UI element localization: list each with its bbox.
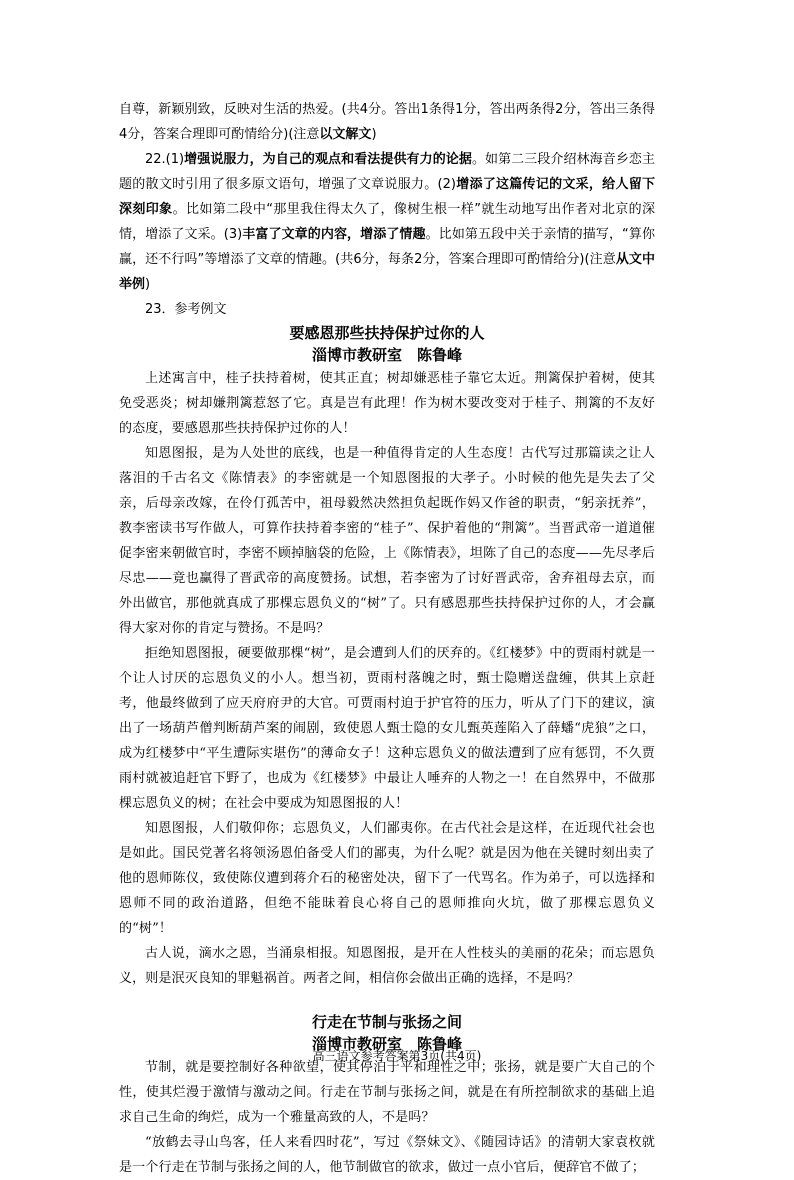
answer-23-label: 23．参考例文 xyxy=(145,302,227,317)
emphasis-text: 从文中举例 xyxy=(119,252,655,292)
emphasis-text: 丰富了文章的内容，增添了情趣 xyxy=(242,227,426,242)
essay-2-title: 行走在节制与张扬之间 xyxy=(311,1013,462,1031)
essay-1-paragraph: 上述寓言中，桂子扶持着树，使其正直；树却嫌恶桂子靠它太近。荆篱保护着树，使其免受恶炎；树却嫌荆篱惹怒了它。真是岂有此理！作为树木要改变对于桂子、荆篱的不友好的态度，要感恩那些扶持保护过你的人！ xyxy=(119,371,655,436)
answer-22: 22.(1)增强说服力，为自己的观点和看法提供有力的论据。如第二三段介绍林海音乡恋主题的散文时引用了很多原文语句，增强了文章说服力。(2)增添了这篇传记的文采，给人留下深刻印象。比如第二段中“那里我住得太久了，像树生根一样”就生动地写出作者对北京的深情，增添了文采。(3)丰富了文章的内容，增添了情趣。比如第五段中关于亲情的描写，“算你赢，还不行吗”等增添了文章的情趣。(共6分，每条2分，答案合理即可酌情给分)(注意从文中举例) xyxy=(119,152,655,292)
essay-2-paragraph: 节制，就是要控制好各种欲望，使其停泊于平和理性之中；张扬，就是要广大自己的个性，使其烂漫于激情与激动之间。行走在节制与张扬之间，就是在有所控制欲求的基础上追求自己生命的绚烂，成为一个雅量高致的人，不是吗？ xyxy=(119,1060,655,1125)
emphasis-text: 增添了这篇传记的文采，给人留下深刻印象 xyxy=(119,177,655,217)
essay-2-paragraph: “放鹤去寻山鸟客，任人来看四时花”，写过《祭妹文》、《随园诗话》的清朝大家袁枚就是一个行走在节制与张扬之间的人，他节制做官的欲求，做过一点小官后，便辞官不做了； xyxy=(119,1135,655,1175)
answer-continuation: 自尊，新颖别致，反映对生活的热爱。(共4分。答出1条得1分，答出两条得2分，答出三条得4分，答案合理即可酌情给分)(注意以文解文) xyxy=(119,102,655,142)
page-content xyxy=(119,97,655,1180)
essay-1-byline: 淄博市教研室 陈鲁峰 xyxy=(311,346,462,364)
essay-2-byline: 淄博市教研室 陈鲁峰 xyxy=(311,1035,462,1053)
essay-1-title: 要感恩那些扶持保护过你的人 xyxy=(289,324,485,342)
emphasis-text: 增强说服力，为自己的观点和看法提供有力的论据 xyxy=(184,152,472,167)
emphasis-text: 以文解文 xyxy=(319,127,372,142)
page-footer: 高三语文参考答案第3页(共4页) xyxy=(312,1049,482,1063)
essay-1-paragraph: 知恩图报，人们敬仰你；忘恩负义，人们鄙夷你。在古代社会是这样，在近现代社会也是如此。国民党著名将领汤恩伯备受人们的鄙夷，为什么呢？就是因为他在关键时刻出卖了他的恩师陈仪，致使陈仪遭到蒋介石的秘密处决，留下了一代骂名。作为弟子，可以选择和恩师不同的政治道路，但绝不能昧着良心将自己的恩师推向火坑，做了那棵忘恩负义的“树”！ xyxy=(119,821,655,936)
section-gap xyxy=(119,991,655,1011)
essay-1-paragraph: 拒绝知恩图报，硬要做那棵“树”，是会遭到人们的厌弃的。《红楼梦》中的贾雨村就是一个让人讨厌的忘恩负义的小人。想当初，贾雨村落魄之时，甄士隐赠送盘缠，供其上京赶考，他最终做到了应天府府尹的大官。可贾雨村迫于护官符的压力，听从了门下的建议，演出了一场葫芦僧判断葫芦案的闹剧，致使恩人甄士隐的女儿甄英莲陷入了薛蟠“虎狼”之口，成为红楼梦中“平生遭际实堪伤”的薄命女子！这种忘恩负义的做法遭到了应有惩罚，不久贾雨村就被追赶官下野了，也成为《红楼梦》中最让人唾弃的人物之一！在自然界中，不做那棵忘恩负义的树；在社会中要成为知恩图报的人！ xyxy=(119,646,655,811)
essay-1-paragraph: 古人说，滴水之恩，当涌泉相报。知恩图报，是开在人性枝头的美丽的花朵；而忘恩负义，则是泯灭良知的罪魁祸首。两者之间，相信你会做出正确的选择，不是吗？ xyxy=(119,946,655,986)
essay-1-paragraph: 知恩图报，是为人处世的底线，也是一种值得肯定的人生态度！古代写过那篇读之让人落泪的千古名文《陈情表》的李密就是一个知恩图报的大孝子。小时候的他先是失去了父亲，后母亲改嫁，在伶仃孤苦中，祖母毅然决然担负起既作妈又作爸的职责，“躬亲抚养”，教李密读书写作做人，可算作扶持着李密的“桂子”、保护着他的“荆篱”。当晋武帝一道道催促李密来朝做官时，李密不顾掉脑袋的危险，上《陈情表》，坦陈了自己的态度——先尽孝后尽忠——竟也赢得了晋武帝的高度赞扬。试想，若李密为了讨好晋武帝，舍弃祖母去京，而外出做官，那他就真成了那棵忘恩负义的“树”了。只有感恩那些扶持保护过你的人，才会赢得大家对你的肯定与赞扬。不是吗？ xyxy=(119,446,655,636)
